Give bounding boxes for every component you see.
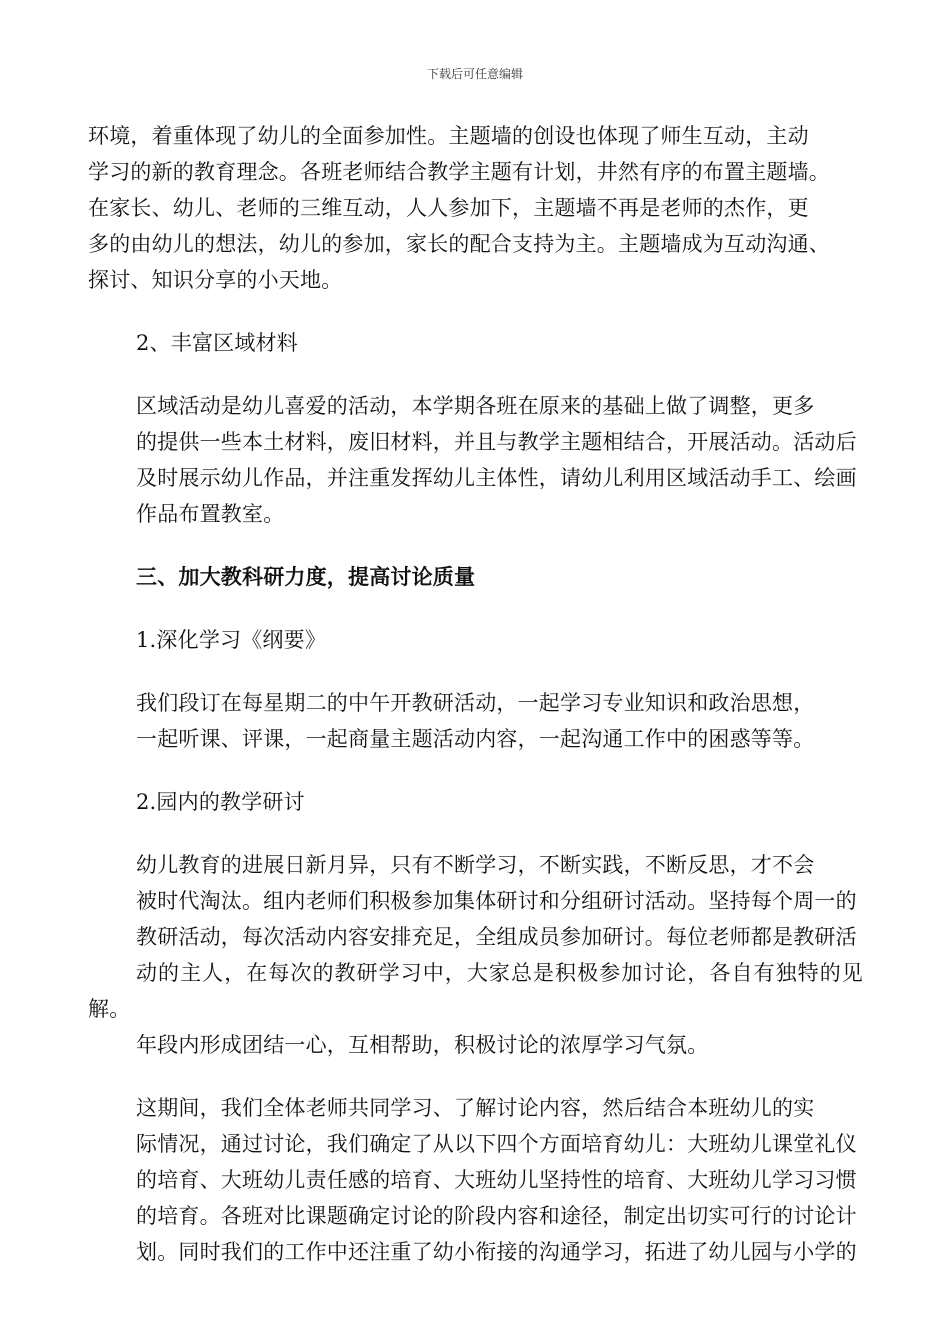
text-line: 多的由幼儿的想法，幼儿的参加，家长的配合支持为主。主题墙成为互动沟通、 <box>88 232 830 256</box>
text-line: 的培育。各班对比课题确定讨论的阶段内容和途径，制定出切实可行的讨论计 <box>136 1204 857 1228</box>
text-line: 动的主人，在每次的教研学习中，大家总是积极参加讨论，各自有独特的见解。 <box>88 961 863 1021</box>
text-line: 环境，着重体现了幼儿的全面参加性。主题墙的创设也体现了师生互动，主动 <box>88 124 809 148</box>
text-line: 三、加大教科研力度，提高讨论质量 <box>136 564 476 589</box>
page-header: 下载后可任意编辑 <box>426 67 523 81</box>
subsection-heading <box>88 622 863 658</box>
text-line: 这期间，我们全体老师共同学习、了解讨论内容，然后结合本班幼儿的实 <box>136 1096 815 1120</box>
text-line: 作品布置教室。 <box>136 502 285 526</box>
section-heading <box>88 559 863 595</box>
text-line: 际情况，通过讨论，我们确定了从以下四个方面培育幼儿：大班幼儿课堂礼仪 <box>136 1132 857 1156</box>
text-line: 被时代淘汰。组内老师们积极参加集体研讨和分组研讨活动。坚持每个周一的 <box>136 889 857 913</box>
text-line: 我们段订在每星期二的中午开教研活动，一起学习专业知识和政治思想， <box>136 691 815 715</box>
text-line: 划。同时我们的工作中还注重了幼小衔接的沟通学习，拓进了幼儿园与小学的 <box>136 1240 857 1264</box>
text-line: 年段内形成团结一心，互相帮助，积极讨论的浓厚学习气氛。 <box>136 1033 709 1057</box>
text-line: 在家长、幼儿、老师的三维互动，人人参加下，主题墙不再是老师的杰作，更 <box>88 196 809 220</box>
text-line: 的提供一些本土材料，废旧材料，并且与教学主题相结合，开展活动。活动后 <box>136 430 857 454</box>
text-line: 的培育、大班幼儿责任感的培育、大班幼儿坚持性的培育、大班幼儿学习习惯 <box>136 1168 857 1192</box>
text-line: 幼儿教育的进展日新月异，只有不断学习，不断实践，不断反思，才不会 <box>136 853 815 877</box>
text-line: 1.深化学习《纲要》 <box>136 628 327 652</box>
text-line: 及时展示幼儿作品，并注重发挥幼儿主体性，请幼儿利用区域活动手工、绘画 <box>136 466 857 490</box>
subsection-heading <box>88 325 863 361</box>
body-paragraph <box>88 388 863 532</box>
body-paragraph <box>88 847 863 1063</box>
text-line: 2、丰富区域材料 <box>136 331 298 355</box>
body-paragraph <box>88 685 863 757</box>
text-line: 2.园内的教学研讨 <box>136 790 305 814</box>
document-body <box>88 118 863 1270</box>
text-line: 一起听课、评课，一起商量主题活动内容，一起沟通工作中的困惑等等。 <box>136 727 815 751</box>
text-line: 学习的新的教育理念。各班老师结合教学主题有计划，井然有序的布置主题墙。 <box>88 160 830 184</box>
text-line: 区域活动是幼儿喜爱的活动，本学期各班在原来的基础上做了调整，更多 <box>136 394 815 418</box>
body-paragraph <box>88 118 863 298</box>
text-line: 探讨、知识分享的小天地。 <box>88 268 343 292</box>
subsection-heading <box>88 784 863 820</box>
body-paragraph <box>88 1090 863 1270</box>
text-line: 教研活动，每次活动内容安排充足，全组成员参加研讨。每位老师都是教研活 <box>136 925 857 949</box>
